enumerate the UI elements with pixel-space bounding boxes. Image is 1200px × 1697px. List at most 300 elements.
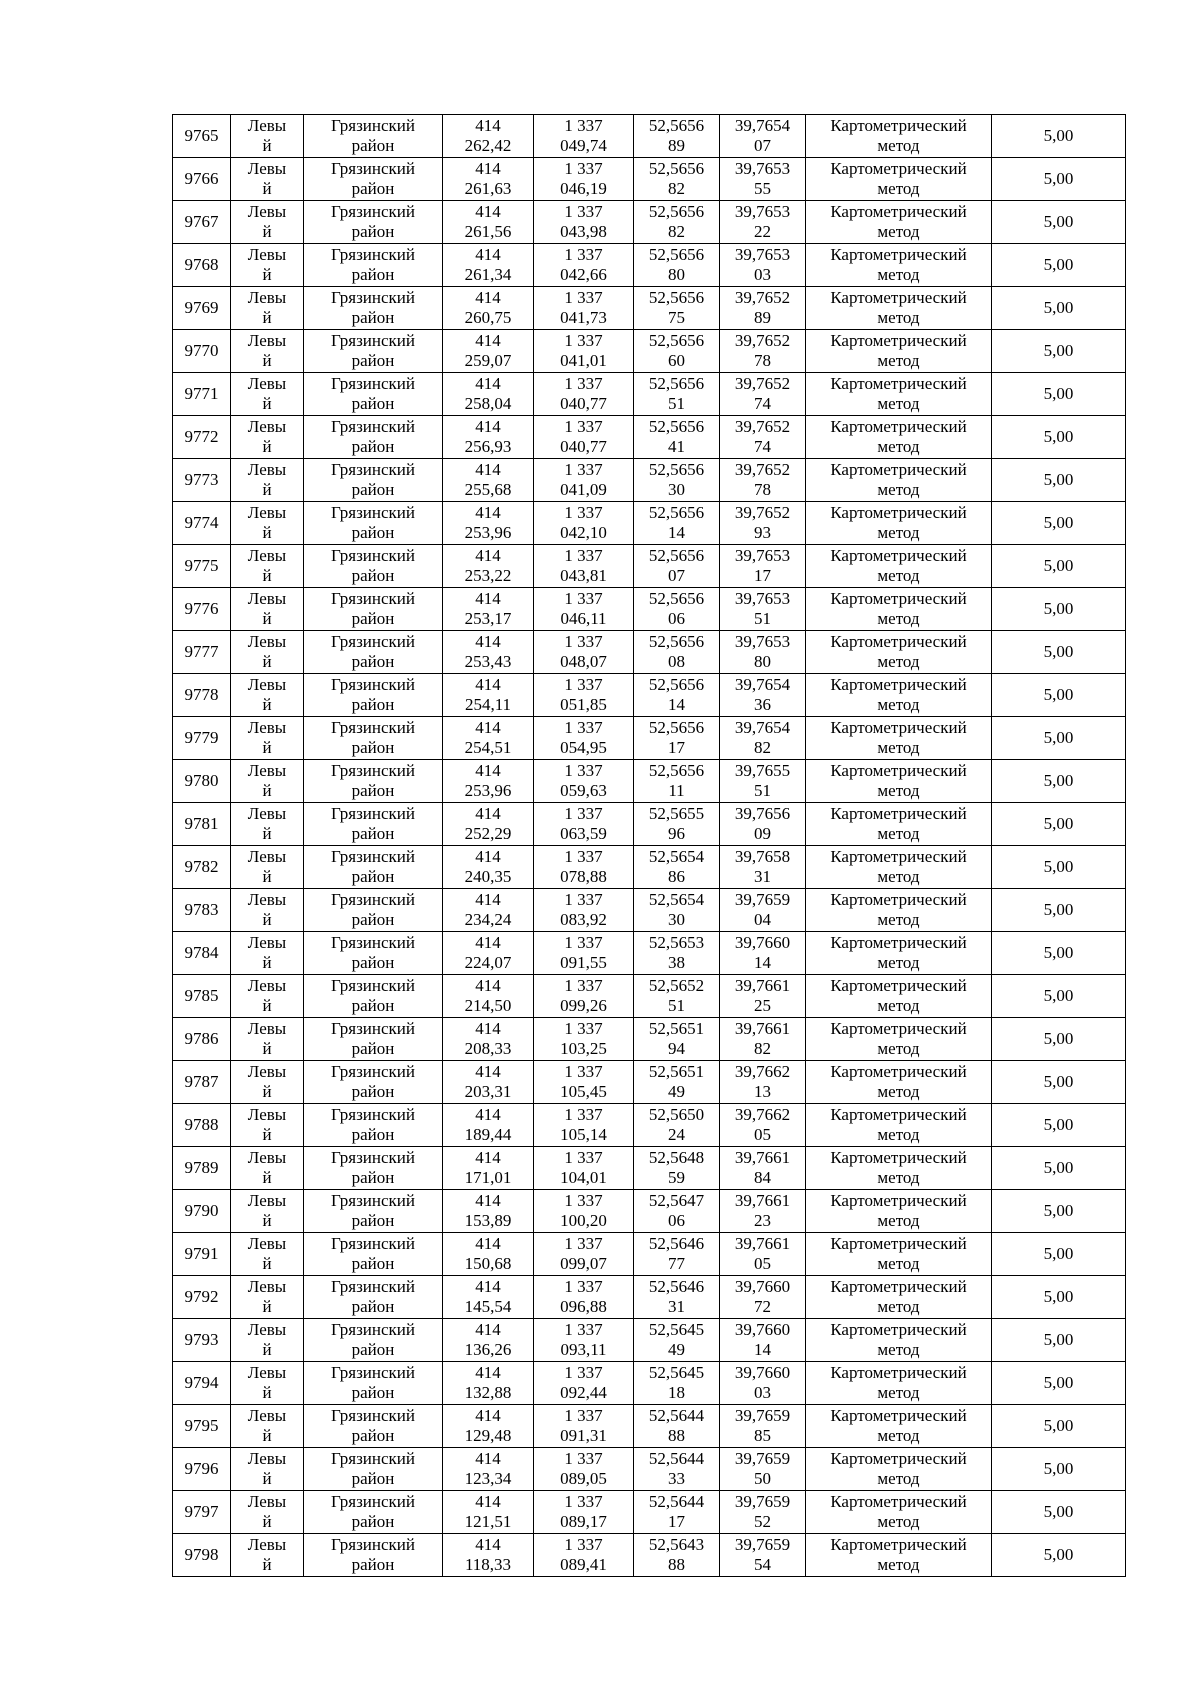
- side-cell-line: Левы: [247, 1320, 287, 1339]
- y-coordinate-cell-line: 048,07: [560, 652, 607, 671]
- accuracy-cell: 5,00: [992, 846, 1126, 889]
- latitude-cell: [634, 889, 720, 932]
- district-cell: [304, 889, 443, 932]
- district-cell-line: район: [351, 394, 395, 413]
- latitude-cell-line: 52,5644: [648, 1449, 705, 1468]
- district-cell-line: Грязинский: [331, 718, 415, 737]
- side-cell-line: Левы: [247, 460, 287, 479]
- table-row: [173, 373, 1126, 416]
- side-cell-line: Левы: [247, 288, 287, 307]
- method-cell-line: метод: [877, 867, 920, 886]
- district-cell: [304, 803, 443, 846]
- table-row: [173, 1061, 1126, 1104]
- longitude-cell: [720, 1018, 806, 1061]
- method-cell-line: метод: [877, 1168, 920, 1187]
- y-coordinate-cell-line: 099,07: [560, 1254, 607, 1273]
- point-number-cell: 9778: [173, 674, 231, 717]
- x-coordinate-cell: [443, 1276, 534, 1319]
- point-number-cell: 9787: [173, 1061, 231, 1104]
- district-cell: [304, 287, 443, 330]
- latitude-cell-line: 08: [668, 652, 685, 671]
- x-coordinate-cell-line: 123,34: [464, 1469, 512, 1488]
- y-coordinate-cell-line: 078,88: [560, 867, 607, 886]
- method-cell-line: Картометрический: [830, 1148, 967, 1167]
- longitude-cell: [720, 416, 806, 459]
- latitude-cell: [634, 502, 720, 545]
- latitude-cell-line: 52,5651: [648, 1019, 705, 1038]
- side-cell-line: й: [262, 222, 272, 241]
- side-cell-line: Левы: [247, 1105, 287, 1124]
- y-coordinate-cell: [534, 1190, 634, 1233]
- x-coordinate-cell: [443, 287, 534, 330]
- y-coordinate-cell-line: 1 337: [564, 288, 603, 307]
- longitude-cell-line: 39,7653: [734, 202, 791, 221]
- district-cell: [304, 1319, 443, 1362]
- longitude-cell-line: 14: [754, 953, 771, 972]
- latitude-cell-line: 52,5656: [648, 460, 705, 479]
- y-coordinate-cell-line: 1 337: [564, 761, 603, 780]
- side-cell-line: Левы: [247, 1148, 287, 1167]
- longitude-cell: [720, 502, 806, 545]
- side-cell-line: Левы: [247, 847, 287, 866]
- latitude-cell: [634, 1405, 720, 1448]
- y-coordinate-cell: [534, 932, 634, 975]
- longitude-cell: [720, 631, 806, 674]
- table-row: [173, 1276, 1126, 1319]
- district-cell-line: район: [351, 1512, 395, 1531]
- y-coordinate-cell: [534, 1534, 634, 1577]
- side-cell-line: Левы: [247, 159, 287, 178]
- latitude-cell: [634, 588, 720, 631]
- method-cell-line: метод: [877, 1082, 920, 1101]
- latitude-cell-line: 14: [668, 523, 685, 542]
- latitude-cell: [634, 330, 720, 373]
- accuracy-cell: 5,00: [992, 1233, 1126, 1276]
- method-cell: [806, 115, 992, 158]
- side-cell: [231, 158, 304, 201]
- method-cell-line: Картометрический: [830, 847, 967, 866]
- side-cell-line: Левы: [247, 1535, 287, 1554]
- district-cell-line: район: [351, 222, 395, 241]
- y-coordinate-cell-line: 1 337: [564, 976, 603, 995]
- side-cell-line: Левы: [247, 976, 287, 995]
- method-cell-line: метод: [877, 136, 920, 155]
- district-cell: [304, 201, 443, 244]
- x-coordinate-cell-line: 253,96: [464, 781, 512, 800]
- method-cell-line: метод: [877, 566, 920, 585]
- side-cell-line: й: [262, 953, 272, 972]
- side-cell-line: Левы: [247, 675, 287, 694]
- point-number-cell: 9774: [173, 502, 231, 545]
- side-cell-line: Левы: [247, 761, 287, 780]
- side-cell-line: й: [262, 1469, 272, 1488]
- latitude-cell-line: 80: [668, 265, 685, 284]
- longitude-cell: [720, 1061, 806, 1104]
- x-coordinate-cell-line: 414: [475, 675, 501, 694]
- side-cell: [231, 846, 304, 889]
- district-cell-line: Грязинский: [331, 1019, 415, 1038]
- table-row: [173, 1104, 1126, 1147]
- table-row: [173, 1190, 1126, 1233]
- method-cell-line: Картометрический: [830, 1492, 967, 1511]
- y-coordinate-cell: [534, 1319, 634, 1362]
- method-cell: [806, 545, 992, 588]
- district-cell-line: район: [351, 824, 395, 843]
- latitude-cell-line: 52,5651: [648, 1062, 705, 1081]
- x-coordinate-cell: [443, 545, 534, 588]
- latitude-cell-line: 52,5656: [648, 761, 705, 780]
- method-cell-line: Картометрический: [830, 1191, 967, 1210]
- method-cell: [806, 1147, 992, 1190]
- longitude-cell: [720, 760, 806, 803]
- district-cell-line: Грязинский: [331, 417, 415, 436]
- method-cell: [806, 1319, 992, 1362]
- x-coordinate-cell: [443, 674, 534, 717]
- side-cell: [231, 1405, 304, 1448]
- method-cell: [806, 1362, 992, 1405]
- district-cell-line: район: [351, 867, 395, 886]
- side-cell-line: й: [262, 910, 272, 929]
- longitude-cell-line: 54: [754, 1555, 771, 1574]
- table-row: [173, 1448, 1126, 1491]
- method-cell-line: Картометрический: [830, 1320, 967, 1339]
- table-row: [173, 975, 1126, 1018]
- side-cell-line: Левы: [247, 589, 287, 608]
- district-cell: [304, 717, 443, 760]
- side-cell: [231, 201, 304, 244]
- latitude-cell: [634, 1018, 720, 1061]
- latitude-cell-line: 31: [668, 1297, 685, 1316]
- longitude-cell: [720, 373, 806, 416]
- method-cell-line: Картометрический: [830, 1449, 967, 1468]
- x-coordinate-cell-line: 256,93: [464, 437, 512, 456]
- latitude-cell-line: 52,5647: [648, 1191, 705, 1210]
- accuracy-cell: 5,00: [992, 803, 1126, 846]
- point-number-cell: 9779: [173, 717, 231, 760]
- district-cell-line: район: [351, 136, 395, 155]
- table-row: [173, 1147, 1126, 1190]
- point-number-cell: 9795: [173, 1405, 231, 1448]
- method-cell: [806, 502, 992, 545]
- side-cell: [231, 803, 304, 846]
- longitude-cell-line: 17: [754, 566, 771, 585]
- table-row: [173, 330, 1126, 373]
- y-coordinate-cell-line: 089,17: [560, 1512, 607, 1531]
- district-cell-line: Грязинский: [331, 159, 415, 178]
- y-coordinate-cell-line: 1 337: [564, 331, 603, 350]
- x-coordinate-cell: [443, 459, 534, 502]
- method-cell-line: метод: [877, 953, 920, 972]
- method-cell: [806, 1233, 992, 1276]
- longitude-cell-line: 03: [754, 265, 771, 284]
- latitude-cell: [634, 760, 720, 803]
- y-coordinate-cell: [534, 760, 634, 803]
- method-cell-line: метод: [877, 781, 920, 800]
- latitude-cell: [634, 1534, 720, 1577]
- side-cell-line: Левы: [247, 1492, 287, 1511]
- table-row: [173, 1491, 1126, 1534]
- longitude-cell-line: 22: [754, 222, 771, 241]
- longitude-cell: [720, 1362, 806, 1405]
- x-coordinate-cell: [443, 1362, 534, 1405]
- y-coordinate-cell-line: 099,26: [560, 996, 607, 1015]
- x-coordinate-cell: [443, 1190, 534, 1233]
- y-coordinate-cell: [534, 1362, 634, 1405]
- y-coordinate-cell-line: 059,63: [560, 781, 607, 800]
- y-coordinate-cell-line: 1 337: [564, 1535, 603, 1554]
- district-cell-line: район: [351, 351, 395, 370]
- accuracy-cell: 5,00: [992, 287, 1126, 330]
- longitude-cell-line: 39,7654: [734, 718, 791, 737]
- district-cell-line: Грязинский: [331, 675, 415, 694]
- district-cell-line: район: [351, 1555, 395, 1574]
- district-cell-line: Грязинский: [331, 1363, 415, 1382]
- method-cell: [806, 1190, 992, 1233]
- longitude-cell-line: 80: [754, 652, 771, 671]
- point-number-cell: 9768: [173, 244, 231, 287]
- district-cell-line: Грязинский: [331, 761, 415, 780]
- table-row: [173, 1362, 1126, 1405]
- district-cell-line: район: [351, 1211, 395, 1230]
- point-number-cell: 9791: [173, 1233, 231, 1276]
- y-coordinate-cell: [534, 1104, 634, 1147]
- method-cell: [806, 631, 992, 674]
- district-cell-line: Грязинский: [331, 460, 415, 479]
- side-cell-line: й: [262, 1383, 272, 1402]
- method-cell-line: метод: [877, 523, 920, 542]
- method-cell: [806, 459, 992, 502]
- method-cell: [806, 287, 992, 330]
- longitude-cell-line: 39,7653: [734, 159, 791, 178]
- accuracy-cell: 5,00: [992, 502, 1126, 545]
- x-coordinate-cell: [443, 201, 534, 244]
- side-cell-line: й: [262, 136, 272, 155]
- method-cell-line: Картометрический: [830, 675, 967, 694]
- side-cell-line: Левы: [247, 933, 287, 952]
- latitude-cell: [634, 416, 720, 459]
- longitude-cell-line: 03: [754, 1383, 771, 1402]
- district-cell-line: Грязинский: [331, 890, 415, 909]
- point-number-cell: 9796: [173, 1448, 231, 1491]
- y-coordinate-cell-line: 1 337: [564, 1234, 603, 1253]
- district-cell: [304, 1276, 443, 1319]
- method-cell-line: метод: [877, 996, 920, 1015]
- x-coordinate-cell: [443, 1018, 534, 1061]
- district-cell-line: район: [351, 1340, 395, 1359]
- latitude-cell: [634, 1448, 720, 1491]
- district-cell-line: Грязинский: [331, 1449, 415, 1468]
- district-cell-line: район: [351, 1254, 395, 1273]
- method-cell: [806, 1018, 992, 1061]
- latitude-cell-line: 52,5644: [648, 1406, 705, 1425]
- district-cell: [304, 330, 443, 373]
- latitude-cell: [634, 459, 720, 502]
- y-coordinate-cell-line: 096,88: [560, 1297, 607, 1316]
- side-cell: [231, 1319, 304, 1362]
- x-coordinate-cell: [443, 158, 534, 201]
- x-coordinate-cell: [443, 1233, 534, 1276]
- x-coordinate-cell-line: 414: [475, 202, 501, 221]
- y-coordinate-cell-line: 1 337: [564, 1406, 603, 1425]
- method-cell-line: Картометрический: [830, 202, 967, 221]
- y-coordinate-cell-line: 041,01: [560, 351, 607, 370]
- latitude-cell-line: 52,5656: [648, 546, 705, 565]
- point-number-cell: 9794: [173, 1362, 231, 1405]
- longitude-cell-line: 23: [754, 1211, 771, 1230]
- district-cell-line: Грязинский: [331, 1535, 415, 1554]
- side-cell-line: Левы: [247, 1277, 287, 1296]
- method-cell: [806, 717, 992, 760]
- longitude-cell: [720, 1448, 806, 1491]
- longitude-cell: [720, 330, 806, 373]
- x-coordinate-cell-line: 414: [475, 1320, 501, 1339]
- point-number-cell: 9777: [173, 631, 231, 674]
- x-coordinate-cell-line: 255,68: [464, 480, 512, 499]
- district-cell: [304, 631, 443, 674]
- longitude-cell-line: 39,7660: [734, 1277, 791, 1296]
- side-cell: [231, 416, 304, 459]
- longitude-cell-line: 39,7654: [734, 116, 791, 135]
- x-coordinate-cell-line: 414: [475, 460, 501, 479]
- latitude-cell-line: 52,5656: [648, 417, 705, 436]
- method-cell-line: метод: [877, 351, 920, 370]
- x-coordinate-cell-line: 414: [475, 1062, 501, 1081]
- longitude-cell-line: 39,7661: [734, 1148, 791, 1167]
- latitude-cell-line: 52,5656: [648, 245, 705, 264]
- latitude-cell-line: 49: [668, 1340, 685, 1359]
- longitude-cell-line: 13: [754, 1082, 771, 1101]
- latitude-cell-line: 60: [668, 351, 685, 370]
- y-coordinate-cell-line: 1 337: [564, 890, 603, 909]
- district-cell-line: Грязинский: [331, 1320, 415, 1339]
- table-row: [173, 1319, 1126, 1362]
- longitude-cell-line: 39,7652: [734, 417, 791, 436]
- point-number-cell: 9790: [173, 1190, 231, 1233]
- method-cell: [806, 1405, 992, 1448]
- x-coordinate-cell-line: 259,07: [464, 351, 512, 370]
- method-cell-line: Картометрический: [830, 1234, 967, 1253]
- longitude-cell-line: 39,7660: [734, 1320, 791, 1339]
- side-cell-line: Левы: [247, 804, 287, 823]
- y-coordinate-cell-line: 1 337: [564, 718, 603, 737]
- y-coordinate-cell: [534, 244, 634, 287]
- y-coordinate-cell: [534, 1448, 634, 1491]
- x-coordinate-cell: [443, 1491, 534, 1534]
- x-coordinate-cell-line: 208,33: [464, 1039, 512, 1058]
- accuracy-cell: 5,00: [992, 1319, 1126, 1362]
- longitude-cell-line: 05: [754, 1125, 771, 1144]
- district-cell-line: район: [351, 1125, 395, 1144]
- longitude-cell-line: 51: [754, 609, 771, 628]
- x-coordinate-cell-line: 414: [475, 804, 501, 823]
- method-cell: [806, 1534, 992, 1577]
- table-row: [173, 1534, 1126, 1577]
- point-number-cell: 9766: [173, 158, 231, 201]
- district-cell: [304, 1018, 443, 1061]
- point-number-cell: 9784: [173, 932, 231, 975]
- x-coordinate-cell: [443, 760, 534, 803]
- table-row: [173, 459, 1126, 502]
- y-coordinate-cell-line: 049,74: [560, 136, 607, 155]
- y-coordinate-cell: [534, 588, 634, 631]
- longitude-cell-line: 31: [754, 867, 771, 886]
- y-coordinate-cell-line: 083,92: [560, 910, 607, 929]
- latitude-cell: [634, 1319, 720, 1362]
- x-coordinate-cell-line: 414: [475, 1234, 501, 1253]
- method-cell-line: метод: [877, 1426, 920, 1445]
- accuracy-cell: 5,00: [992, 631, 1126, 674]
- method-cell: [806, 330, 992, 373]
- y-coordinate-cell-line: 1 337: [564, 1105, 603, 1124]
- longitude-cell-line: 39,7661: [734, 1234, 791, 1253]
- latitude-cell-line: 94: [668, 1039, 685, 1058]
- longitude-cell-line: 51: [754, 781, 771, 800]
- method-cell: [806, 889, 992, 932]
- point-number-cell: 9788: [173, 1104, 231, 1147]
- method-cell-line: Картометрический: [830, 632, 967, 651]
- side-cell: [231, 1104, 304, 1147]
- coordinates-table: [172, 114, 1126, 1577]
- accuracy-cell: 5,00: [992, 416, 1126, 459]
- latitude-cell-line: 52,5656: [648, 675, 705, 694]
- district-cell-line: Грязинский: [331, 288, 415, 307]
- latitude-cell-line: 52,5650: [648, 1105, 705, 1124]
- x-coordinate-cell-line: 203,31: [464, 1082, 512, 1101]
- method-cell-line: Картометрический: [830, 245, 967, 264]
- method-cell-line: метод: [877, 1297, 920, 1316]
- latitude-cell-line: 38: [668, 953, 685, 972]
- table-row: [173, 115, 1126, 158]
- latitude-cell-line: 52,5652: [648, 976, 705, 995]
- district-cell-line: Грязинский: [331, 116, 415, 135]
- side-cell-line: й: [262, 695, 272, 714]
- table-row: [173, 545, 1126, 588]
- latitude-cell-line: 52,5656: [648, 331, 705, 350]
- y-coordinate-cell-line: 1 337: [564, 847, 603, 866]
- side-cell-line: й: [262, 1512, 272, 1531]
- method-cell-line: метод: [877, 910, 920, 929]
- method-cell-line: метод: [877, 394, 920, 413]
- latitude-cell-line: 52,5656: [648, 374, 705, 393]
- y-coordinate-cell-line: 1 337: [564, 374, 603, 393]
- y-coordinate-cell: [534, 975, 634, 1018]
- method-cell-line: Картометрический: [830, 460, 967, 479]
- latitude-cell-line: 30: [668, 480, 685, 499]
- side-cell: [231, 545, 304, 588]
- x-coordinate-cell-line: 240,35: [464, 867, 512, 886]
- longitude-cell-line: 89: [754, 308, 771, 327]
- latitude-cell-line: 82: [668, 179, 685, 198]
- side-cell-line: й: [262, 1340, 272, 1359]
- side-cell-line: Левы: [247, 1234, 287, 1253]
- longitude-cell-line: 39,7656: [734, 804, 791, 823]
- longitude-cell: [720, 1190, 806, 1233]
- side-cell-line: й: [262, 1426, 272, 1445]
- side-cell-line: Левы: [247, 1406, 287, 1425]
- side-cell: [231, 760, 304, 803]
- latitude-cell: [634, 158, 720, 201]
- latitude-cell-line: 75: [668, 308, 685, 327]
- latitude-cell: [634, 631, 720, 674]
- y-coordinate-cell-line: 046,11: [560, 609, 607, 628]
- x-coordinate-cell-line: 261,56: [464, 222, 512, 241]
- y-coordinate-cell: [534, 717, 634, 760]
- method-cell-line: Картометрический: [830, 761, 967, 780]
- method-cell-line: метод: [877, 695, 920, 714]
- y-coordinate-cell: [534, 1405, 634, 1448]
- latitude-cell-line: 52,5656: [648, 718, 705, 737]
- latitude-cell-line: 52,5656: [648, 159, 705, 178]
